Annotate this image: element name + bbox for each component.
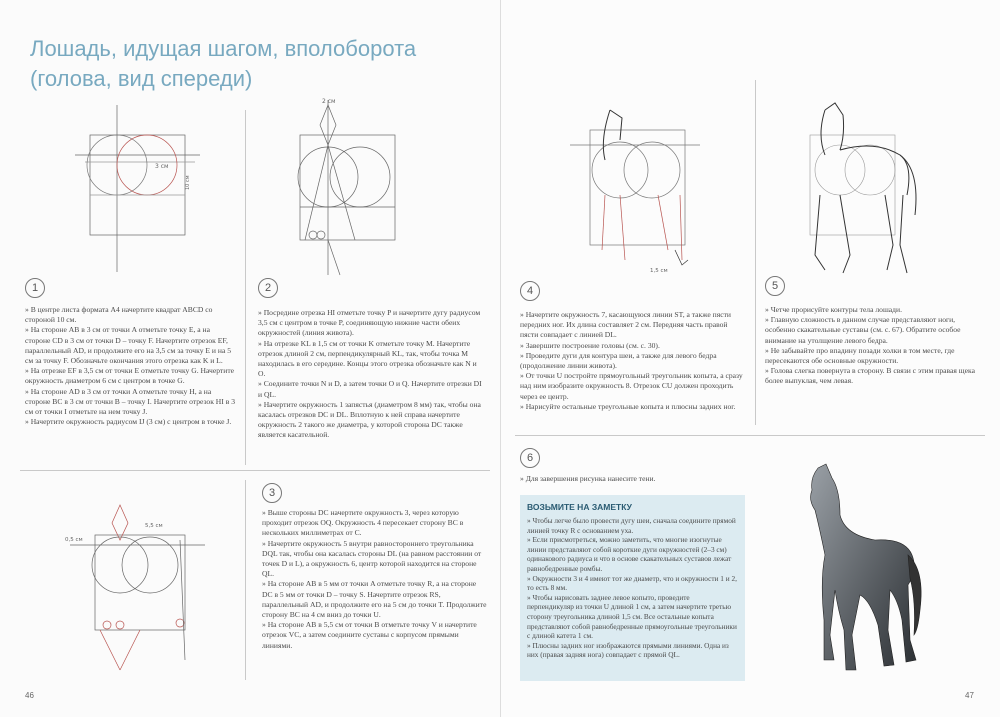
step-2-text: » Посредине отрезка HI отметьте точку P и начертите дугу радиусом 3,5 см с центром в точке P, соединяющую нижние части обеих окружностей (линия живота). » На отрезке KL в 1,5 см от точки K отметьте точку M. Начертите отрезок длиной 2 см, перпендикулярный KL, так, чтобы точка M находилась в его середине. Концы этого отрезка обозначьте как N и O. » Соедините точки N и D, а затем точки O и Q. Начертите отрезки DI и QL. » Начертите окружность 1 запястья (диаметром 8 мм) так, чтобы она касалась отрезков DC и DL. Вплотную к ней справа начертите окружность 2 такого же диаметра, у которой сторона DC также является касательной. [258,308,482,440]
step-1-text: » В центре листа формата А4 начертите квадрат ABCD со стороной 10 см. » На стороне AB в 3 см от точки A отметьте точку E, а на стороне CD в 3 см от точки D – точку F. Начертите отрезок EF, параллельный AD, и продолжите его на 3,5 см за точку E и на 5 см за точку F. Обозначьте окончания этого отрезка как K и L. » На отрезке EF в 3,5 см от точки E отметьте точку G. Начертите окружность диаметром 6 см с центром в точке G. » На стороне AD в 3 см от точки A отметьте точку H, а на стороне BC в 3 см от точки B – точку I. Начертите отрезок HI в 3 см от точки I отметьте на нем точку J. » Начертите окружность радиусом IJ (3 см) с центром в точке J. [25,305,236,427]
column-divider [755,80,756,425]
dim-label: 2 см [322,98,336,105]
dim-label: 0,5 см [65,537,83,543]
step-3-text: » Выше стороны DC начертите окружность 3, через которую проходит отрезок OQ. Окружность 4 пересекает сторону BC в нескольких миллиметрах от C. » Начертите окружность 5 внутри равностороннего треугольника DQL так, чтобы она касалась стороны DL (на равном расстоянии от точек D и L), а окружность 6, центр которой находится на стороне QL. » На стороне AB в 5 мм от точки A отметьте точку R, а на стороне DC в 5 мм от точки D – точку S. Начертите отрезок RS, параллельный AD, и продолжите его на 5 см до точки T. Продолжите сторону BC на 4 см вниз до точки U. » На стороне AB в 5,5 см от точки B отметьте точку V и начертите отрезок VC, а затем соедините суставы с корпусом прямыми линиями. [262,508,487,650]
figure-step-3 [65,495,215,680]
step-number: 5 [765,276,785,296]
step-number: 1 [25,278,45,298]
step-4-text: » Начертите окружность 7, касающуюся линии ST, а также пясти передних ног. Их длина составляет 2 см. Передняя часть правой пясти совпадает с линией DL. » Завершите построение головы (см. с. 30). » Проведите дуги для контура шеи, а также для левого бедра (продолжение линии живота). » От точки U постройте прямоугольный треугольник копыта, а сразу над ним изобразите окружность 8. Отрезок CU должен проходить через ее центр. » Нарисуйте остальные треугольные копыта и плюсны задних ног. [520,310,743,411]
dim-label: 1,5 см [650,268,668,274]
figure-step-2 [280,95,430,280]
page-number-left: 46 [25,691,34,700]
step-number: 3 [262,483,282,503]
note-text: » Чтобы легче было провести дугу шеи, сначала соедините прямой линией точку R с основанием уха. » Если присмотреться, можно заметить, что многие изогнутые линии представляют собой короткие дуги окружностей (2–3 см) одинакового радиуса и что в основе скакательных суставов лежат равнобедренные ромбы. » Окружности 3 и 4 имеют тот же диаметр, что и окружности 1 и 2, то есть 8 мм. » Чтобы нарисовать заднее левое копыто, проведите перпендикуляр из точки U длиной 1 см, а затем начертите третью сторону треугольника длиной 1,5 см. Все остальные копыта представляют собой равнобедренные прямоугольные треугольники с длиной катета 1 см. » Плюсны задних ног изображаются прямыми линиями. Одна из них (правая задняя нога) совпадает с прямой QL. [527,516,737,660]
column-divider [245,110,246,465]
note-box [520,495,745,681]
row-divider [20,470,490,471]
step-6-text: » Для завершения рисунка нанесите тени. [520,474,656,483]
page-number-right: 47 [965,691,974,700]
figure-step-5 [795,95,925,285]
dim-label: 5,5 см [145,523,163,529]
note-title: ВОЗЬМИТЕ НА ЗАМЕТКУ [527,502,632,512]
figure-step-1 [65,100,215,275]
page-title: Лошадь, идущая шагом, вполоборота (голова, вид спереди) [30,36,417,91]
step-number: 2 [258,278,278,298]
row-divider [515,435,985,436]
figure-step-4 [570,100,710,280]
dim-label: 10 см [185,175,191,190]
dim-label: 3 см [155,163,169,170]
column-divider [245,480,246,680]
step-number: 4 [520,281,540,301]
step-number: 6 [520,448,540,468]
step-5-text: » Четче прорисуйте контуры тела лошади. » Главную сложность в данном случае представляют ноги, особенно скакательные суставы (см. с. 67). Обратите особое внимание на утолщение левого бедра. » Не забывайте про впадину позади холки в том месте, где пересекаются обе основные окружности. » Голова слегка повернута в сторону. В связи с этим правая щека более выпуклая, чем левая. [765,305,975,386]
figure-step-6-horse [790,460,930,680]
